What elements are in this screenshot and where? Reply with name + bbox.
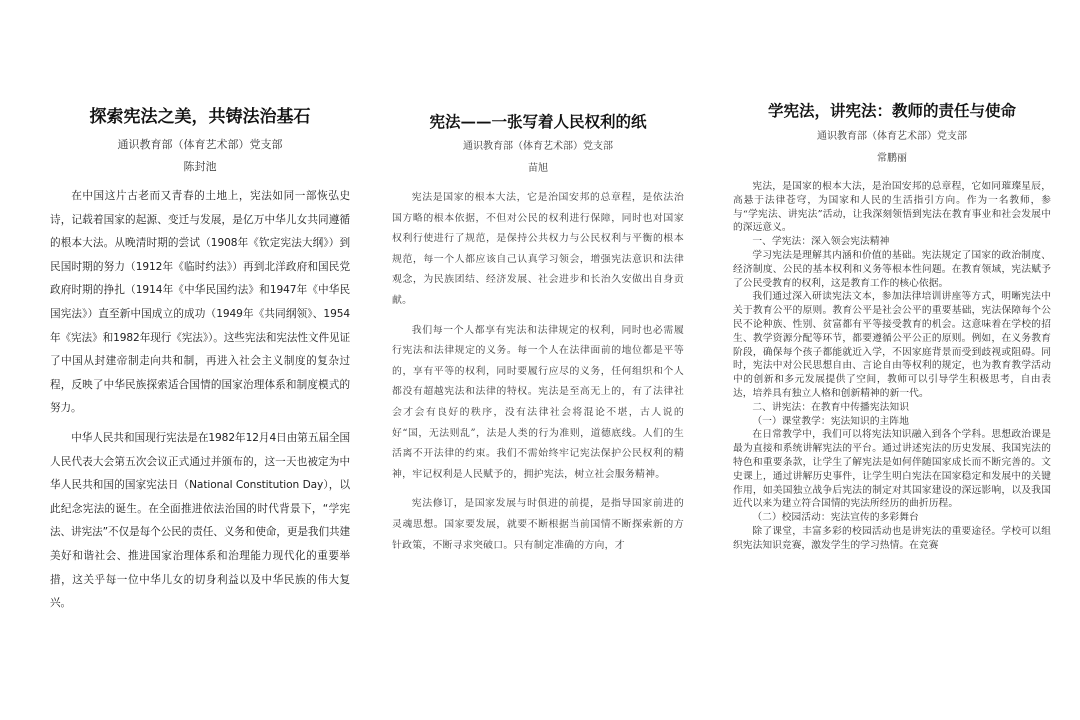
article-1-department: 通识教育部（体育艺术部）党支部 <box>117 138 283 151</box>
article-1-title: 探索宪法之美，共铸法治基石 <box>89 107 311 127</box>
article-3-subsection-heading: （一）课堂教学：宪法知识的主阵地 <box>752 415 909 427</box>
article-3-section-heading: 一、学宪法：深入领会宪法精神 <box>752 236 890 248</box>
article-1-paragraph: 中华人民共和国现行宪法是在1982年12月4日由第五届全国人民代表大会第五次会议正式通过并颁布的，这一天也被定为中华人民共和国的国家宪法日（National Constitution Day），以此纪念宪法的诞生。在全面推进依法治国的时代背景下，“学宪法、讲宪法”不仅是每个公民的责任、义务和使命，更是我们共建美好和谐社会、推进国家治理体系和治理能力现代化的重要举措，这关乎每一位中华儿女的切身利益以及中华民族的伟大复兴。 <box>50 431 350 610</box>
article-2-department: 通识教育部（体育艺术部）党支部 <box>463 141 613 152</box>
article-3-body <box>733 180 1051 553</box>
article-1-body <box>50 185 350 616</box>
article-2-paragraph: 宪法修订，是国家发展与时俱进的前提，是指导国家前进的灵魂思想。国家要发展，就要不断根据当前国情不断探索新的方针政策，不断寻求突破口。只有制定准确的方向，才 <box>392 498 684 551</box>
article-2-body <box>392 188 684 556</box>
article-3-title: 学宪法，讲宪法：教师的责任与使命 <box>767 101 1016 120</box>
article-3-subsection-heading: （二）校园活动：宪法宣传的多彩舞台 <box>752 512 919 524</box>
article-3-paragraph: 学习宪法是理解其内涵和价值的基础。宪法规定了国家的政治制度、经济制度、公民的基本权利和义务等根本性问题。在教育领域，宪法赋予了公民受教育的权利，这是教育工作的核心依据。 <box>733 249 1051 289</box>
article-1-paragraph: 在中国这片古老而又青春的土地上，宪法如同一部恢弘史诗，记载着国家的起源、变迁与发展，是亿万中华儿女共同遵循的根本大法。从晚清时期的尝试（1908年《钦定宪法大纲》）到民国时期的努力（1912年《临时约法》）再到北洋政府和国民党政府时期的挣扎（1914年《中华民国约法》和1947年《中华民国宪法》）直至新中国成立的成功（1949年《共同纲领》、1954年《宪法》和1982年现行《宪法》）。这些宪法和宪法性文件见证了中国从封建帝制走向共和制，再进入社会主义制度的复杂过程，反映了中华民族探索适合国情的国家治理体系和制度模式的努力。 <box>50 190 350 415</box>
article-2-paragraph: 宪法是国家的根本大法，它是治国安邦的总章程，是依法治国方略的根本依据，不但对公民的权利进行保障，同时也对国家权利行使进行了规范，是保持公共权力与公民权利与平衡的根本规范，每一个人都应该自己认真学习领会，增强宪法意识和法律观念，为民族团结、经济发展、社会进步和长治久安做出自身贡献。 <box>392 192 684 306</box>
article-3-department: 通识教育部（体育艺术部）党支部 <box>817 131 967 142</box>
article-3-paragraph: 宪法，是国家的根本大法，是治国安邦的总章程，它如同璀璨星辰，高悬于法律苍穹，为国家和人民的生活指引方向。作为一名教师，参与“学宪法、讲宪法”活动，让我深刻领悟到宪法在教育事业和社会发展中的深远意义。 <box>733 181 1051 234</box>
article-3-section-heading: 二、讲宪法：在教育中传播宪法知识 <box>752 401 909 413</box>
article-3 <box>733 96 1051 606</box>
article-2-author: 苗旭 <box>528 163 548 174</box>
article-1 <box>50 100 350 610</box>
article-3-author: 常鹏丽 <box>877 153 907 164</box>
article-3-paragraph: 除了课堂，丰富多彩的校园活动也是讲宪法的重要途径。学校可以组织宪法知识竞赛，激发学生的学习热情。在竞赛 <box>733 525 1051 551</box>
article-2-title: 宪法——一张写着人民权利的纸 <box>429 112 647 131</box>
article-2 <box>392 108 684 583</box>
article-3-paragraph: 我们通过深入研读宪法文本，参加法律培训讲座等方式，明晰宪法中关于教育公平的原则。教育公平是社会公平的重要基础，宪法保障每个公民不论种族、性别、贫富都有平等接受教育的机会。这意味着在学校的招生、教学资源分配等环节，都要遵循公平公正的原则。例如，在义务教育阶段，确保每个孩子都能就近入学，不因家庭背景而受到歧视或阻碍。同时，宪法中对公民思想自由、言论自由等权利的规定，也为教育教学活动中的创新和多元发展提供了空间，教师可以引导学生积极思考，自由表达，培养具有独立人格和创新精神的新一代。 <box>733 291 1051 399</box>
article-3-paragraph: 在日常教学中，我们可以将宪法知识融入到各个学科。思想政治课是最为直接和系统讲解宪法的平台。通过讲述宪法的历史发展、我国宪法的特色和重要条款，让学生了解宪法是如何伴随国家成长而不断完善的。文史课上，通过讲解历史事件，让学生明白宪法在国家稳定和发展中的关键作用，如美国独立战争后宪法的制定对其国家建设的深远影响，以及我国近代以来为建立符合国情的宪法所经历的曲折历程。 <box>733 429 1051 510</box>
article-2-paragraph: 我们每一个人都享有宪法和法律规定的权利，同时也必需履行宪法和法律规定的义务。每一个人在法律面前的地位都是平等的，享有平等的权利，同时要履行应尽的义务，任何组织和个人都没有超越宪法和法律的特权。宪法是至高无上的，有了法律社会才会有良好的秩序，没有法律社会将混论不堪，古人说的好“国，无法则乱”，法是人类的行为准则，道德底线。人们的生活离不开法律的约束。我们不需始终牢记宪法保护公民权利的精神，牢记权利是人民赋予的，拥护宪法，树立社会服务精神。 <box>392 324 684 480</box>
article-1-author: 陈封池 <box>183 160 217 173</box>
